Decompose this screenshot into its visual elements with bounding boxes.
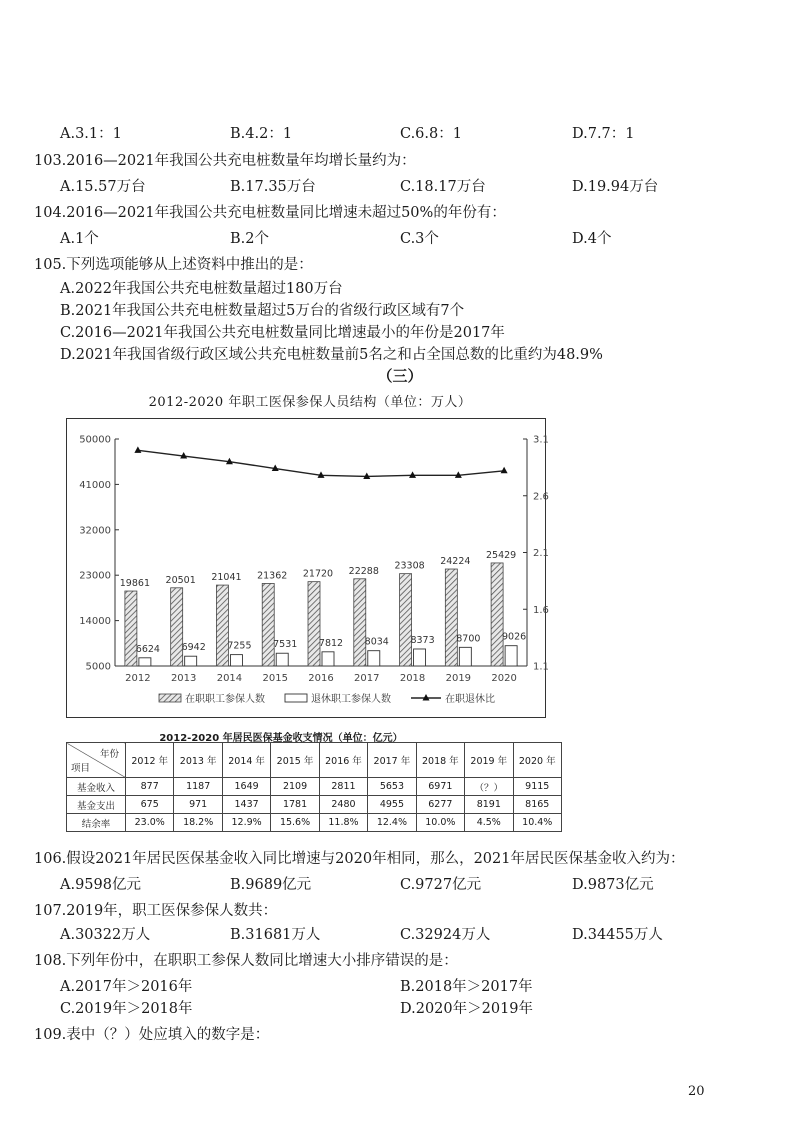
table-header-row [67, 743, 562, 778]
bar-label-retired: 8034 [364, 636, 389, 648]
q104-option-c: C.3个 [400, 231, 439, 247]
bar-working-2015 [262, 583, 274, 666]
row-label: 基金支出 [67, 796, 126, 814]
table-cell: 675 [126, 796, 174, 814]
table-row-income [67, 778, 562, 796]
bar-label-working: 21041 [211, 572, 242, 584]
q105-option-d: D.2021年我国省级行政区域公共充电桩数量前5名之和占全国总数的比重约为48.9% [60, 347, 603, 363]
q102-option-a: A.3.1：1 [60, 126, 122, 142]
q108-stem: 108.下列年份中，在职职工参保人数同比增速大小排序错误的是： [34, 953, 458, 969]
bar-retired-2017 [368, 651, 380, 666]
legend-label-ratio: 在职退休比 [445, 694, 495, 705]
bar-label-retired: 6942 [181, 642, 206, 654]
fund-table [66, 742, 562, 832]
bar-working-2016 [308, 582, 320, 666]
bar-retired-2020 [505, 646, 517, 666]
bar-label-working: 22288 [348, 565, 379, 577]
q104-option-b: B.2个 [230, 231, 269, 247]
bar-working-2020 [491, 563, 503, 666]
table-cell: 2811 [319, 778, 367, 796]
table-cell: 12.4% [368, 814, 416, 832]
bar-working-2014 [216, 585, 228, 666]
y2-tick-label: 1.1 [533, 661, 549, 673]
q102-option-d: D.7.7：1 [572, 126, 635, 142]
y-tick-label: 23000 [79, 570, 111, 582]
year-header: 2013 年 [174, 743, 222, 778]
bar-label-retired: 8700 [456, 633, 481, 645]
table-cell: 10.4% [513, 814, 562, 832]
table-cell: 1437 [222, 796, 270, 814]
table-cell: 5653 [368, 778, 416, 796]
q104-option-d: D.4个 [572, 231, 612, 247]
table-cell: 2109 [271, 778, 319, 796]
legend-swatch-retired [285, 694, 307, 702]
bar-retired-2015 [276, 653, 288, 666]
x-tick-label: 2020 [491, 673, 517, 684]
table-cell: 23.0% [126, 814, 174, 832]
bar-retired-2012 [139, 658, 151, 666]
bar-label-working: 21362 [257, 570, 288, 582]
row-label: 基金收入 [67, 778, 126, 796]
legend-swatch-ratio-marker [423, 694, 430, 701]
chart-frame [66, 418, 549, 718]
year-header: 2012 年 [126, 743, 174, 778]
table-cell: 9115 [513, 778, 562, 796]
year-header: 2014 年 [222, 743, 270, 778]
table-cell: 877 [126, 778, 174, 796]
x-tick-label: 2012 [125, 673, 151, 684]
y2-tick-label: 1.6 [533, 604, 549, 616]
bar-retired-2013 [185, 656, 197, 666]
q108-option-b: B.2018年＞2017年 [400, 979, 533, 995]
q106-stem: 106.假设2021年居民医保基金收入同比增速与2020年相同，那么，2021年居民医保基金收入约为： [34, 851, 685, 867]
y-tick-label: 5000 [85, 661, 111, 673]
q107-option-d: D.34455万人 [572, 927, 663, 943]
q105-option-a: A.2022年我国公共充电桩数量超过180万台 [60, 281, 343, 297]
q106-option-c: C.9727亿元 [400, 877, 482, 893]
q108-option-d: D.2020年＞2019年 [400, 1001, 534, 1017]
y-tick-label: 14000 [79, 616, 111, 628]
q103-stem: 103.2016—2021年我国公共充电桩数量年均增长量约为： [34, 153, 416, 169]
q106-option-b: B.9689亿元 [230, 877, 312, 893]
q108-option-a: A.2017年＞2016年 [60, 979, 193, 995]
bar-retired-2019 [459, 647, 471, 666]
table-cell: 12.9% [222, 814, 270, 832]
table-cell: 971 [174, 796, 222, 814]
staff-insurance-chart [67, 419, 549, 717]
table-cell: 8191 [465, 796, 513, 814]
q103-option-d: D.19.94万台 [572, 179, 659, 195]
row-label: 结余率 [67, 814, 126, 832]
legend-swatch-working [159, 694, 181, 702]
corner-year-label: 年份 [99, 749, 119, 760]
table-cell: 4955 [368, 796, 416, 814]
table-cell: 10.0% [416, 814, 464, 832]
y2-tick-label: 2.1 [533, 548, 549, 559]
bar-label-working: 20501 [165, 574, 196, 586]
y-tick-label: 50000 [79, 434, 111, 446]
x-tick-label: 2013 [170, 673, 197, 684]
bar-retired-2016 [322, 652, 334, 666]
year-header: 2015 年 [271, 743, 319, 778]
x-tick-label: 2014 [216, 673, 243, 684]
table-corner-cell [67, 743, 126, 778]
y-tick-label: 41000 [79, 479, 111, 491]
table-cell: 6277 [416, 796, 464, 814]
table-title: 2012-2020 年居民医保基金收支情况（单位：亿元） [159, 733, 403, 744]
year-header: 2016 年 [319, 743, 367, 778]
q106-option-d: D.9873亿元 [572, 877, 654, 893]
bar-label-retired: 7531 [273, 639, 298, 651]
bar-label-working: 19861 [119, 578, 151, 590]
q107-option-a: A.30322万人 [60, 927, 151, 943]
bar-working-2018 [400, 574, 412, 666]
q103-option-a: A.15.57万台 [60, 179, 146, 195]
bar-working-2013 [171, 588, 183, 666]
year-header: 2018 年 [416, 743, 464, 778]
bar-retired-2014 [230, 655, 242, 666]
table-row-expense [67, 796, 562, 814]
corner-item-label: 项目 [71, 763, 91, 774]
year-header: 2017 年 [368, 743, 416, 778]
ratio-point-2020 [501, 467, 508, 474]
q108-option-c: C.2019年＞2018年 [60, 1001, 193, 1017]
bar-label-retired: 8373 [410, 634, 435, 646]
bar-label-working: 24224 [440, 556, 471, 568]
year-header: 2019 年 [465, 743, 513, 778]
chart-title: 2012-2020 年职工医保参保人员结构（单位：万人） [148, 395, 472, 410]
x-tick-label: 2019 [445, 673, 472, 684]
q103-option-b: B.17.35万台 [230, 179, 316, 195]
q102-option-c: C.6.8：1 [400, 126, 462, 142]
table-cell: 1187 [174, 778, 222, 796]
bar-label-retired: 7812 [318, 637, 344, 649]
x-tick-label: 2017 [354, 673, 380, 684]
y2-tick-label: 3.1 [533, 434, 549, 446]
bar-label-retired: 9026 [502, 631, 527, 643]
bar-label-retired: 7255 [227, 640, 252, 652]
table-cell: 11.8% [319, 814, 367, 832]
bar-label-working: 25429 [485, 549, 517, 561]
table-cell: 1781 [271, 796, 319, 814]
q109-stem: 109.表中（？）处应填入的数字是： [34, 1027, 270, 1043]
ratio-point-2018 [409, 471, 416, 478]
legend-label-working: 在职职工参保人数 [185, 694, 265, 705]
page-number: 20 [688, 1084, 705, 1099]
legend-label-retired: 退休职工参保人数 [311, 694, 391, 705]
bar-label-working: 21720 [302, 568, 334, 580]
q105-option-c: C.2016—2021年我国公共充电桩数量同比增速最小的年份是2017年 [60, 325, 505, 341]
ratio-point-2012 [134, 446, 141, 453]
table-cell: 6971 [416, 778, 464, 796]
y-tick-label: 32000 [79, 525, 111, 537]
q105-option-b: B.2021年我国公共充电桩数量超过5万台的省级行政区域有7个 [60, 303, 465, 319]
x-tick-label: 2018 [399, 673, 426, 684]
q106-option-a: A.9598亿元 [60, 877, 141, 893]
x-tick-label: 2016 [308, 673, 334, 684]
q102-option-b: B.4.2：1 [230, 126, 293, 142]
q103-option-c: C.18.17万台 [400, 179, 486, 195]
y2-tick-label: 2.6 [533, 491, 549, 503]
q107-stem: 107.2019年，职工医保参保人数共： [34, 903, 278, 919]
table-cell: 4.5% [465, 814, 513, 832]
bar-retired-2018 [414, 649, 426, 666]
table-cell: 15.6% [271, 814, 319, 832]
table-cell: 18.2% [174, 814, 222, 832]
table-row-surplus-rate [67, 814, 562, 832]
q105-stem: 105.下列选项能够从上述资料中推出的是： [34, 257, 313, 273]
table-cell: 2480 [319, 796, 367, 814]
x-tick-label: 2015 [262, 673, 288, 684]
section-title: （三） [377, 367, 423, 385]
q104-stem: 104.2016—2021年我国公共充电桩数量同比增速未超过50%的年份有： [34, 205, 506, 221]
q104-option-a: A.1个 [60, 231, 99, 247]
q107-option-c: C.32924万人 [400, 927, 491, 943]
bar-label-working: 23308 [394, 560, 425, 572]
table-cell: 1649 [222, 778, 270, 796]
q107-option-b: B.31681万人 [230, 927, 321, 943]
bar-working-2019 [445, 569, 457, 666]
year-header: 2020 年 [513, 743, 562, 778]
bar-label-retired: 6624 [135, 643, 160, 655]
bar-working-2017 [354, 579, 366, 666]
table-cell: 8165 [513, 796, 562, 814]
table-cell: （？） [465, 778, 513, 796]
